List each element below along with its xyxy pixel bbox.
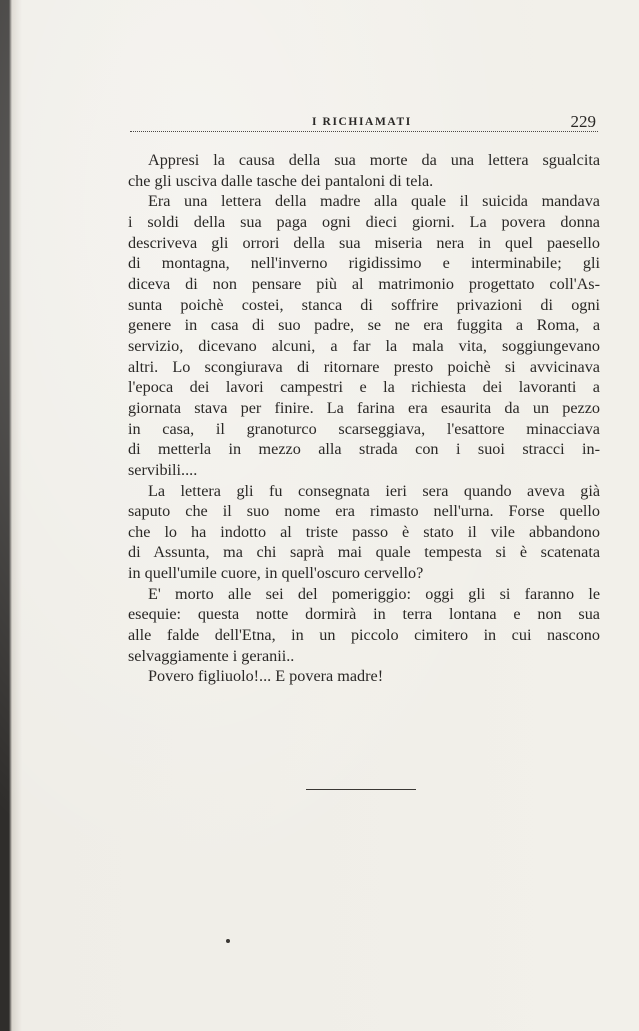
text-line: La lettera gli fu consegnata ieri sera quando aveva già xyxy=(148,481,600,500)
text-line: che lo ha indotto al triste passo è stato il vile abbandono xyxy=(128,522,600,541)
text-line: giornata stava per finire. La farina era esaurita da un pezzo xyxy=(128,398,600,417)
text-line: servibili.... xyxy=(128,460,198,479)
text-line: di metterla in mezzo alla strada con i suoi stracci in- xyxy=(128,440,600,459)
text-line: genere in casa di suo padre, se ne era fuggita a Roma, a xyxy=(128,316,600,335)
text-line: Appresi la causa della sua morte da una lettera sgualcita xyxy=(148,151,600,169)
text-line: i soldi della sua paga ogni dieci giorni. La povera donna xyxy=(128,212,600,231)
running-head xyxy=(130,112,600,136)
running-title: I RICHIAMATI xyxy=(312,116,412,128)
text-line: saputo che il suo nome era rimasto nell'urna. Forse quello xyxy=(128,502,600,521)
ink-speck xyxy=(226,939,230,943)
text-line: servizio, dicevano alcuni, a far la mala vita, soggiungevano xyxy=(128,336,600,355)
text-line: E' morto alle sei del pomeriggio: oggi gli si faranno le xyxy=(148,584,600,603)
text-line: descriveva gli orrori della sua miseria nera in quel paesello xyxy=(128,233,600,252)
page-number: 229 xyxy=(570,112,596,131)
text-line: alle falde dell'Etna, in un piccolo cimitero in cui nascono xyxy=(128,626,600,645)
text-line: l'epoca dei lavori campestri e la richiesta dei lavoranti a xyxy=(128,378,600,397)
text-line: diceva di non pensare più al matrimonio progettato coll'As- xyxy=(128,274,600,293)
text-line: selvaggiamente i geranii.. xyxy=(128,646,295,665)
text-line: che gli usciva dalle tasche dei pantaloni di tela. xyxy=(128,171,434,190)
header-dotted-rule xyxy=(130,131,598,132)
text-line: in quell'umile cuore, in quell'oscuro cervello? xyxy=(128,564,424,583)
text-line: di Assunta, ma chi saprà mai quale tempesta si è scatenata xyxy=(128,543,600,562)
text-line: esequie: questa notte dormirà in terra lontana e non sua xyxy=(128,605,600,624)
text-line: Povero figliuolo!... E povera madre! xyxy=(148,667,384,686)
text-line: in casa, il granoturco scarseggiava, l'esattore minacciava xyxy=(128,419,600,438)
chapter-end-rule xyxy=(306,789,416,790)
body-text xyxy=(128,150,600,687)
text-line: di montagna, nell'inverno rigidissimo e interminabile; gli xyxy=(128,254,600,273)
text-line: altri. Lo scongiurava di ritornare presto poichè si avvicinava xyxy=(128,357,600,376)
text-line: sunta poichè costei, stanca di soffrire privazioni di ogni xyxy=(128,295,600,314)
text-line: Era una lettera della madre alla quale il suicida mandava xyxy=(148,192,600,211)
